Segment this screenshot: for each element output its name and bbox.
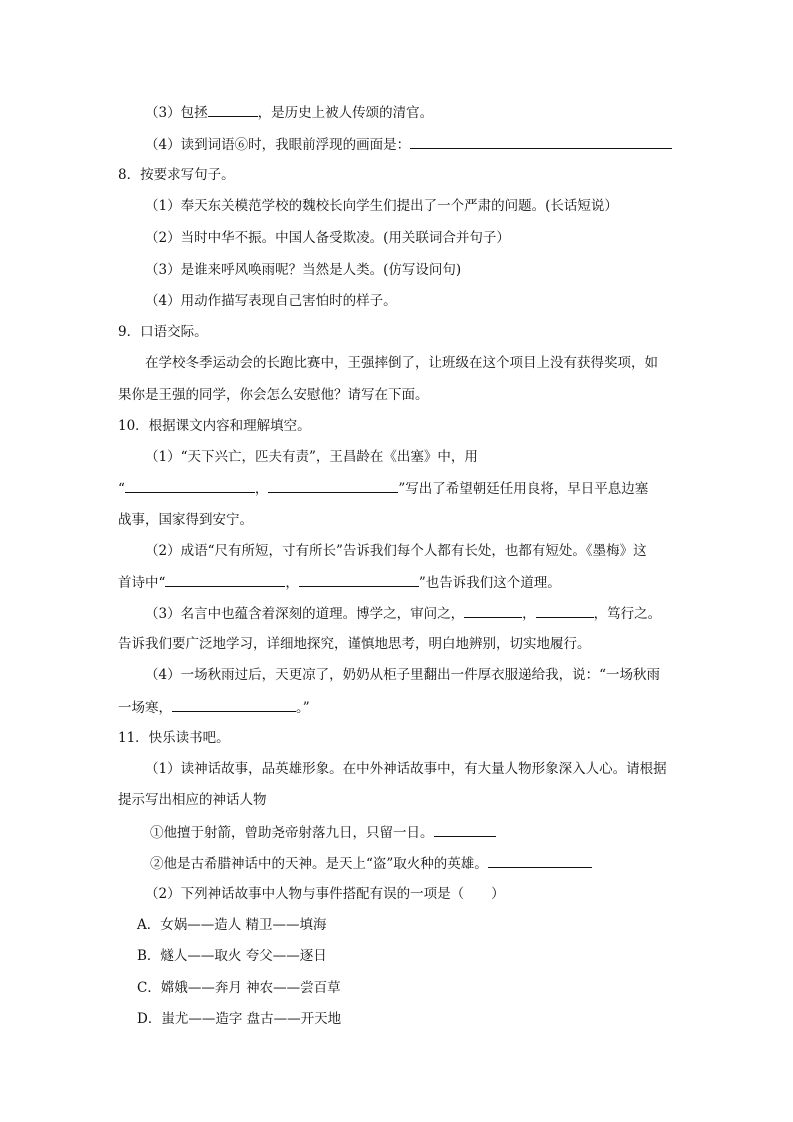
q11-sub-2: [150, 853, 592, 874]
q11-title: 11．快乐读书吧。: [118, 730, 230, 746]
q10-item4-tail: 。”: [296, 700, 310, 716]
q10-item1-line2: [118, 478, 648, 499]
q9-line-2: 果你是王强的同学，你会怎么安慰他？请写在下面。: [118, 387, 429, 403]
q11-option-a[interactable]: A．女娲——造人 精卫——填海: [137, 917, 327, 933]
q10-item2-blank-2[interactable]: [299, 572, 419, 587]
q11-sub2-blank[interactable]: [488, 853, 592, 868]
q8-item-3: （3）是谁来呼风唤雨呢？当然是人类。(仿写设问句): [145, 262, 462, 278]
q7-item-3: [145, 102, 433, 123]
q10-item1-blank-2[interactable]: [268, 478, 398, 493]
q10-item3-blank-1[interactable]: [464, 603, 522, 618]
q10-item1-comma: ，: [254, 481, 269, 497]
q10-item2-tail: ”也告诉我们这个道理。: [418, 575, 561, 591]
q10-item4-line2: [118, 697, 310, 718]
q8-item-2: （2）当时中华不振。中国人备受欺凌。(用关联词合并句子）: [145, 230, 510, 246]
q11-item1-line1: （1）读神话故事，品英雄形象。在中外神话故事中，有大量人物形象深入人心。请根据: [145, 761, 667, 777]
q8-item-1: （1）奉天东关模范学校的魏校长向学生们提出了一个严肃的问题。(长话短说）: [145, 198, 618, 214]
q10-item3-line2: 告诉我们要广泛地学习，详细地探究，谨慎地思考，明白地辨别，切实地履行。: [118, 636, 591, 652]
q11-sub-1: [150, 822, 496, 843]
q10-item1-line1: （1）“天下兴亡，匹夫有责”，王昌龄在《出塞》中，用: [145, 449, 478, 465]
q11-sub1-blank[interactable]: [434, 822, 496, 837]
q10-item2-line1: （2）成语“尺有所短，寸有所长”告诉我们每个人都有长处，也都有短处。《墨梅》这: [145, 543, 647, 559]
q10-item2-comma: ，: [285, 575, 299, 591]
q11-sub2-text: ②他是古希腊神话中的天神。是天上“盗”取火种的英雄。: [150, 856, 488, 872]
q7-item3-post: ，是历史上被人传颂的清官。: [257, 105, 434, 121]
q10-item3-blank-2[interactable]: [536, 603, 594, 618]
q11-item1-line2: 提示写出相应的神话人物: [118, 792, 267, 808]
q10-item2-blank-1[interactable]: [165, 572, 285, 587]
q10-item4-pre: 一场寒，: [118, 700, 172, 716]
q7-item4-pre: （4）读到词语⑥时，我眼前浮现的画面是：: [145, 137, 411, 153]
q10-item3-line1: [145, 603, 661, 624]
q7-item3-blank[interactable]: [208, 102, 258, 117]
q10-item2-pre: 首诗中“: [118, 575, 166, 591]
q10-item1-blank-1[interactable]: [125, 478, 255, 493]
q10-item3-tail: ，笃行之。: [593, 606, 662, 622]
q10-item1-tail: ”写出了希望朝廷任用良将，早日平息边塞: [398, 481, 649, 497]
q9-title: 9．口语交际。: [118, 324, 208, 340]
q8-item-4: （4）用动作描写表现自己害怕时的样子。: [145, 293, 397, 309]
q7-item3-pre: （3）包拯: [145, 105, 208, 121]
q10-item3-comma: ，: [522, 606, 536, 622]
q11-option-b[interactable]: B．燧人——取火 夸父——逐日: [137, 948, 327, 964]
q8-title: 8．按要求写句子。: [118, 167, 235, 183]
q7-item-4: [145, 134, 672, 155]
q10-item4-line1: （4）一场秋雨过后，天更凉了，奶奶从柜子里翻出一件厚衣服递给我，说：“一场秋雨: [145, 667, 660, 683]
q11-option-c[interactable]: C．嫦娥——奔月 神农——尝百草: [137, 980, 341, 996]
q10-item1-open-quote: “: [118, 481, 125, 497]
q10-item2-line2: [118, 572, 561, 593]
q10-item3-pre: （3）名言中也蕴含着深刻的道理。博学之，审问之，: [145, 606, 465, 622]
q11-sub1-text: ①他擅于射箭，曾助尧帝射落九日，只留一日。: [150, 825, 434, 841]
q10-item1-line3: 战事，国家得到安宁。: [118, 512, 253, 528]
q7-item4-blank[interactable]: [410, 134, 672, 149]
q9-line-1: 在学校冬季运动会的长跑比赛中，王强摔倒了，让班级在这个项目上没有获得奖项，如: [145, 355, 658, 371]
q10-title: 10．根据课文内容和理解填空。: [118, 418, 311, 434]
q11-item-2: （2）下列神话故事中人物与事件搭配有误的一项是（ ）: [145, 886, 505, 902]
q10-item4-blank[interactable]: [172, 697, 296, 712]
q11-option-d[interactable]: D．蚩尤——造字 盘古——开天地: [137, 1011, 342, 1027]
